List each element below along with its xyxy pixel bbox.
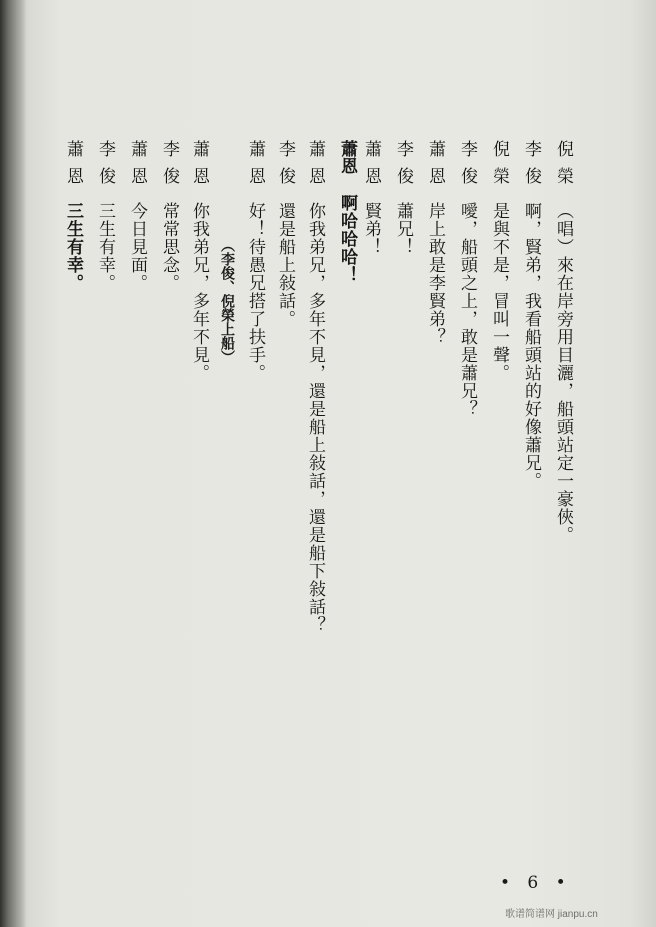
speaker-name: 蕭恩 <box>245 140 265 194</box>
speaker-name: 蕭恩 <box>63 140 83 194</box>
dialogue-line-4 <box>456 140 478 418</box>
speaker-name: 倪榮 <box>489 140 509 194</box>
dialogue-line-1 <box>552 140 574 544</box>
speaker-name: 李俊 <box>457 140 477 194</box>
dialogue-line-3 <box>488 140 510 382</box>
dialogue-text: 岸上敢是李賢弟？ <box>425 202 445 346</box>
watermark: 歌谱简谱网 jianpu.cn <box>505 909 598 920</box>
speaker-name: 蕭恩 <box>425 140 445 194</box>
dialogue-line-16 <box>62 140 84 292</box>
dialogue-text: 啊，賢弟，我看船頭站的好像蕭兄。 <box>521 202 541 490</box>
speaker-name: 李俊 <box>393 140 413 194</box>
dialogue-line-6 <box>392 140 414 256</box>
dialogue-line-2 <box>520 140 542 490</box>
speaker-name: 蕭恩 <box>337 140 357 174</box>
dialogue-text: 賢弟！ <box>361 202 381 256</box>
dialogue-text: 你我弟兄，多年不見。 <box>189 202 209 382</box>
dialogue-text: 你我弟兄，多年不見，還是船上敍話，還是船下敍話？ <box>305 202 325 634</box>
dialogue-text: 是與不是，冒叫一聲。 <box>489 202 509 382</box>
dialogue-text: 啊哈哈哈！ <box>337 194 357 284</box>
dialogue-line-8 <box>336 140 358 284</box>
dialogue-text: 三生有幸。 <box>95 202 115 292</box>
speaker-name: 李俊 <box>275 140 295 194</box>
speaker-name: 蕭恩 <box>189 140 209 194</box>
dialogue-line-7 <box>360 140 382 256</box>
dialogue-text: 蕭兄！ <box>393 202 413 256</box>
dialogue-line-14 <box>126 140 148 292</box>
dialogue-text: 今日見面。 <box>127 202 147 292</box>
dialogue-line-13 <box>158 140 180 292</box>
speaker-name: 李俊 <box>521 140 541 194</box>
speaker-name: 倪榮 <box>553 140 573 194</box>
speaker-name: 李俊 <box>95 140 115 194</box>
page-number: • 6 • <box>500 873 572 893</box>
dialogue-text: 好！待愚兄搭了扶手。 <box>245 202 265 382</box>
speaker-name: 蕭恩 <box>361 140 381 194</box>
dialogue-text: 常常思念。 <box>159 202 179 292</box>
book-spine-shadow <box>0 0 26 927</box>
dialogue-line-10 <box>274 140 296 328</box>
speaker-name: 蕭恩 <box>127 140 147 194</box>
speaker-name: 蕭恩 <box>305 140 325 194</box>
dialogue-text: 噯，船頭之上，敢是蕭兄？ <box>457 202 477 418</box>
dialogue-text: 三生有幸。 <box>63 202 83 292</box>
dialogue-line-5 <box>424 140 446 346</box>
dialogue-line-12 <box>188 140 210 382</box>
dialogue-line-11 <box>244 140 266 382</box>
stage-direction: （李俊、倪榮上船） <box>219 238 235 364</box>
dialogue-line-9 <box>304 140 326 634</box>
dialogue-text: （唱）來在岸旁用目灑，船頭站定一豪俠。 <box>553 202 573 544</box>
dialogue-line-15 <box>94 140 116 292</box>
dialogue-text: 還是船上敍話。 <box>275 202 295 328</box>
speaker-name: 李俊 <box>159 140 179 194</box>
